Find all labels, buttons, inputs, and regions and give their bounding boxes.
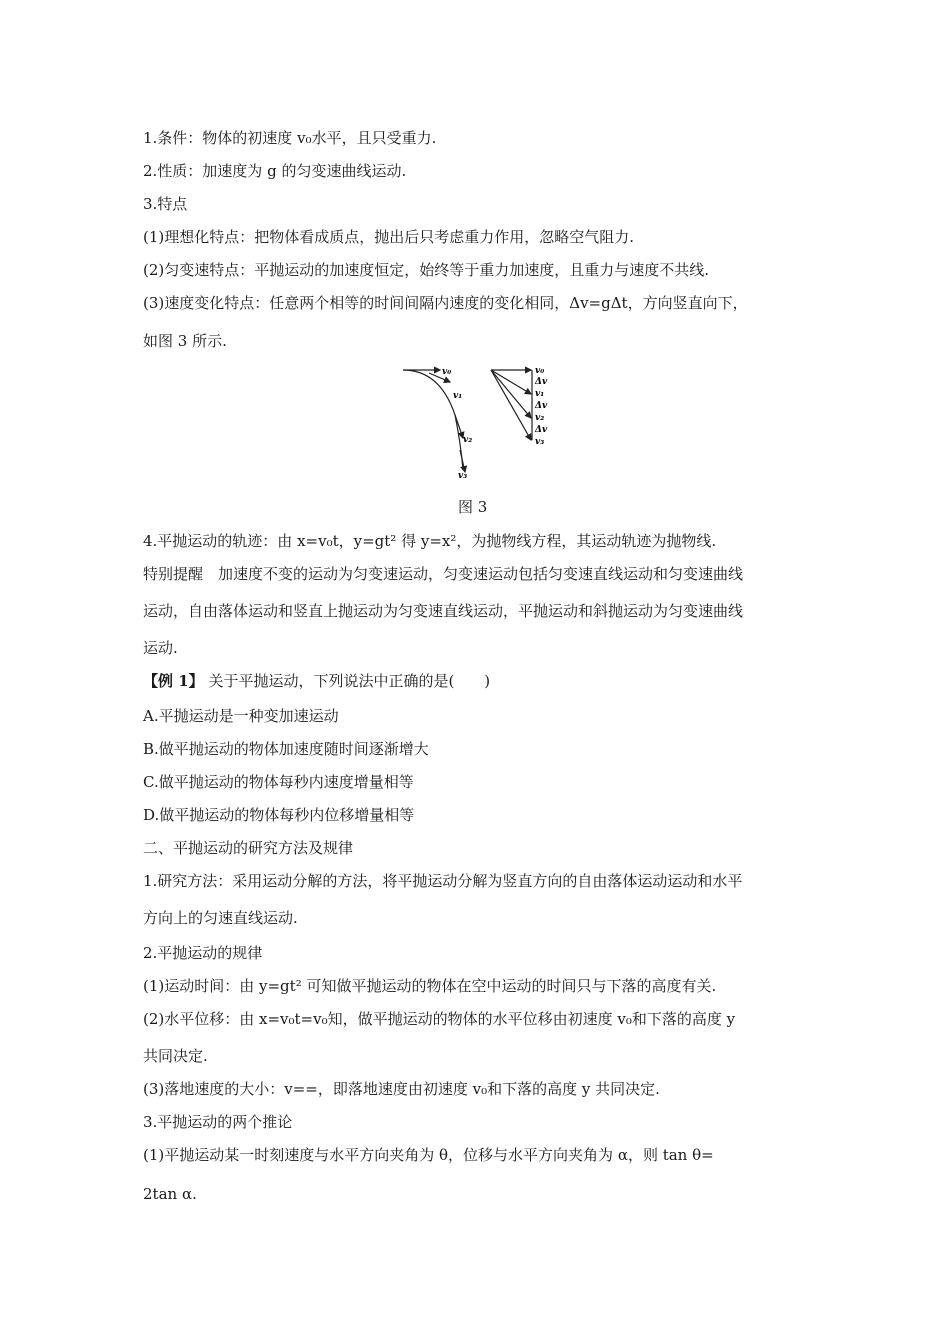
- features-heading: 3.特点: [143, 195, 188, 213]
- example-question: [143, 670, 823, 692]
- right-v1-arrow: [491, 370, 531, 394]
- option-d: D.做平抛运动的物体每秒内位移增量相等: [143, 806, 415, 824]
- figure-caption: 图 3: [458, 498, 488, 516]
- right-v2-arrow: [491, 370, 531, 418]
- corollaries-heading: 3.平抛运动的两个推论: [143, 1113, 293, 1131]
- rule-displacement-2: 共同决定.: [143, 1047, 208, 1065]
- condition-line: 1.条件：物体的初速度 v₀水平，且只受重力.: [143, 129, 437, 147]
- right-label-v1: v₁: [535, 389, 545, 399]
- right-label-dv1: Δv: [535, 377, 548, 387]
- feature-3-line-1: (3)速度变化特点：任意两个相等的时间间隔内速度的变化相同，Δv=gΔt，方向竖直向下，: [143, 294, 748, 312]
- option-c: C.做平抛运动的物体每秒内速度增量相等: [143, 773, 414, 791]
- feature-1: (1)理想化特点：把物体看成质点，抛出后只考虑重力作用，忽略空气阻力.: [143, 228, 635, 246]
- option-a: A.平抛运动是一种变加速运动: [143, 707, 339, 725]
- rules-heading: 2.平抛运动的规律: [143, 944, 263, 962]
- example-text: 关于平抛运动，下列说法中正确的是( ): [208, 672, 491, 690]
- right-label-v3: v₃: [535, 437, 545, 447]
- note-line-2: 运动，自由落体运动和竖直上抛运动为匀变速直线运动，平抛运动和斜抛运动为匀变速曲线: [143, 602, 744, 620]
- feature-3-line-2: 如图 3 所示.: [143, 332, 227, 350]
- right-v3-arrow: [491, 370, 531, 440]
- trajectory-line: 4.平抛运动的轨迹：由 x=v₀t，y=gt² 得 y=x²，为抛物线方程，其运动轨迹为抛物线.: [143, 532, 717, 550]
- left-label-v2: v₂: [463, 435, 473, 445]
- feature-2: (2)匀变速特点：平抛运动的加速度恒定，始终等于重力加速度，且重力与速度不共线.: [143, 261, 710, 279]
- example-tag: 【例 1】: [143, 672, 204, 690]
- method-line-2: 方向上的匀速直线运动.: [143, 909, 298, 927]
- right-label-dv3: Δv: [535, 425, 548, 435]
- left-label-v3: v₃: [458, 471, 468, 481]
- property-line: 2.性质：加速度为 g 的匀变速曲线运动.: [143, 162, 407, 180]
- left-label-v0: v₀: [442, 367, 452, 377]
- corollary-1-line-1: (1)平抛运动某一时刻速度与水平方向夹角为 θ，位移与水平方向夹角为 α，则 tan θ=: [143, 1146, 714, 1164]
- left-label-v1: v₁: [453, 391, 463, 401]
- corollary-1-line-2: 2tan α.: [143, 1185, 197, 1203]
- rule-displacement-1: (2)水平位移：由 x=v₀t=v₀知，做平抛运动的物体的水平位移由初速度 v₀和下落的高度 y: [143, 1010, 736, 1028]
- rule-time: (1)运动时间：由 y=gt² 可知做平抛运动的物体在空中运动的时间只与下落的高度有关.: [143, 977, 717, 995]
- note-line-3: 运动.: [143, 639, 178, 657]
- right-label-v0: v₀: [535, 366, 545, 376]
- rule-landing-speed: (3)落地速度的大小：v==，即落地速度由初速度 v₀和下落的高度 y 共同决定.: [143, 1080, 660, 1098]
- velocity-diagram: [395, 360, 575, 485]
- section-2-heading: 二、平抛运动的研究方法及规律: [143, 839, 354, 857]
- note-line-1: 特别提醒 加速度不变的运动为匀变速运动，匀变速运动包括匀变速直线运动和匀变速曲线: [143, 565, 744, 583]
- method-line-1: 1.研究方法：采用运动分解的方法，将平抛运动分解为竖直方向的自由落体运动运动和水平: [143, 872, 743, 890]
- option-b: B.做平抛运动的物体加速度随时间逐渐增大: [143, 740, 429, 758]
- right-label-v2: v₂: [535, 413, 545, 423]
- right-label-dv2: Δv: [535, 401, 548, 411]
- trajectory-curve: [403, 370, 463, 470]
